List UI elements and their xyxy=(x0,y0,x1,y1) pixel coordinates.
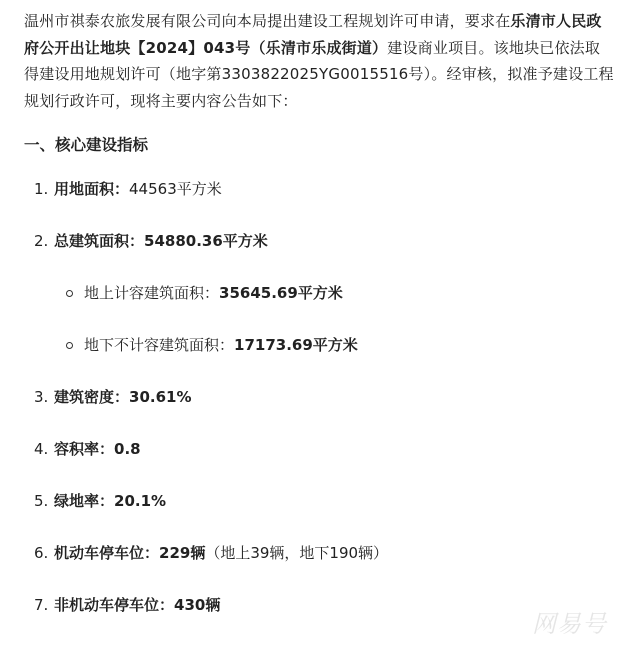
intro-text-2: 建设商业项目。该地块已依法取得建设用地规划许可（地字第3303822025YG0015516号）。经审核，拟准予建设工程规划行政许可，现将主要内容公告如下： xyxy=(24,38,614,110)
sub-metric-item-1 xyxy=(24,280,614,306)
metric-label: 机动车停车位： xyxy=(54,544,160,562)
metrics-list xyxy=(24,176,614,254)
announcement-document xyxy=(24,8,614,618)
metric-extra: （地上39辆，地下190辆） xyxy=(205,544,389,562)
metric-item-6 xyxy=(24,540,614,566)
metric-item-4 xyxy=(24,436,614,462)
metric-number: 6. xyxy=(34,544,49,562)
bullet-icon xyxy=(66,342,73,349)
metric-value: 0.8 xyxy=(114,440,141,458)
metric-label: 非机动车停车位： xyxy=(54,596,175,614)
metric-number: 1. xyxy=(34,180,49,198)
intro-location: 乐清市人民政府公开出让地块【2024】043号（乐清市乐成街道） xyxy=(24,12,602,57)
sub-metric-label: 地下不计容建筑面积： xyxy=(84,336,235,354)
sub-metric-value: 17173.69平方米 xyxy=(234,336,358,354)
metric-label: 绿地率： xyxy=(54,492,115,510)
metric-number: 2. xyxy=(34,232,49,250)
metric-label: 容积率： xyxy=(54,440,115,458)
metric-number: 5. xyxy=(34,492,49,510)
metric-item-7 xyxy=(24,592,614,618)
bullet-icon xyxy=(66,290,73,297)
section-title: 一、核心建设指标 xyxy=(24,136,149,154)
watermark-logo: 网易号 xyxy=(532,610,607,638)
metric-label: 总建筑面积： xyxy=(54,232,145,250)
metric-value: 30.61% xyxy=(129,388,192,406)
metric-item-3 xyxy=(24,384,614,410)
metric-value: 20.1% xyxy=(114,492,167,510)
intro-paragraph xyxy=(24,8,614,114)
sub-metric-label: 地上计容建筑面积： xyxy=(84,284,220,302)
metric-label: 用地面积： xyxy=(54,180,130,198)
metric-number: 4. xyxy=(34,440,49,458)
metric-value: 430辆 xyxy=(174,596,221,614)
metric-item-1 xyxy=(24,176,614,202)
sub-metric-item-2 xyxy=(24,332,614,358)
intro-text-1: 温州市祺泰农旅发展有限公司向本局提出建设工程规划许可申请，要求在 xyxy=(24,12,511,30)
metric-item-5 xyxy=(24,488,614,514)
metric-value: 44563平方米 xyxy=(129,180,222,198)
metric-value: 229辆 xyxy=(159,544,206,562)
sub-metrics-list xyxy=(24,280,614,358)
metric-number: 7. xyxy=(34,596,49,614)
metric-value: 54880.36平方米 xyxy=(144,232,268,250)
metric-label: 建筑密度： xyxy=(54,388,130,406)
metrics-list-continued xyxy=(24,384,614,618)
sub-metric-value: 35645.69平方米 xyxy=(219,284,343,302)
metric-item-2 xyxy=(24,228,614,254)
metric-number: 3. xyxy=(34,388,49,406)
